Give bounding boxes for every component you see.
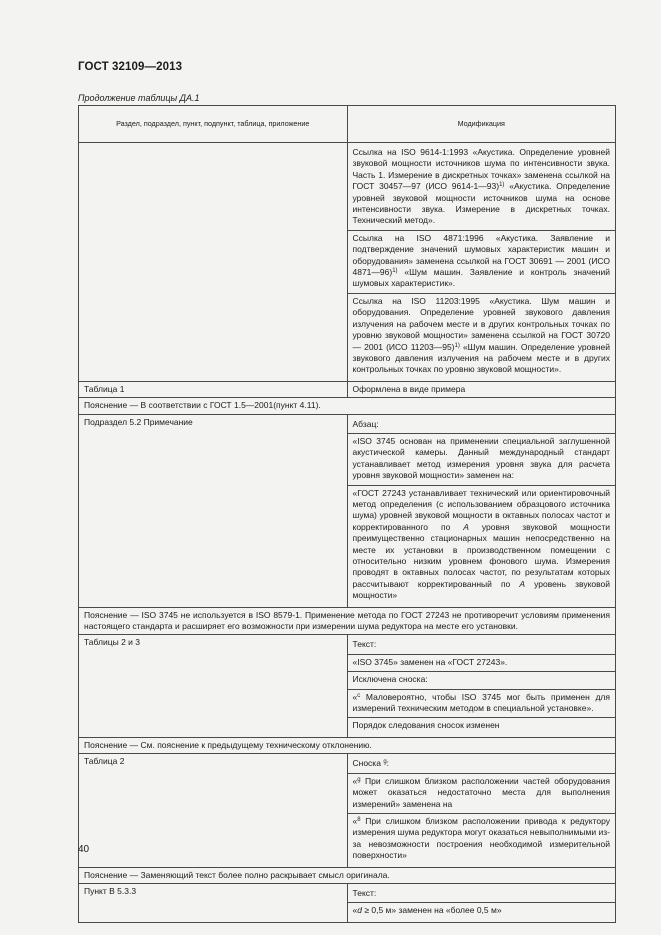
replacement-paragraph	[348, 485, 616, 605]
row-modification-cell	[347, 883, 616, 922]
text-label: Текст:	[352, 639, 377, 650]
replacement-text: «ГОСТ 27243 устанавливает технический или ориентировочный метод определения (с использованием образцового источника шума) уровней звуковой мощности в октавных полосах частот и корректированного по	[352, 487, 610, 532]
quote-mark: «	[352, 775, 358, 786]
note-row	[79, 737, 616, 753]
table-row	[79, 635, 616, 737]
footnote-label-text: Сноска	[352, 758, 384, 769]
table-caption: Продолжение таблицы ДА.1	[78, 93, 200, 103]
italic-variable: d	[357, 905, 362, 916]
colon: :	[386, 758, 390, 769]
original-footnote-text: При слишком близком расположении частей оборудования может оказаться недостаточно места для выполнения измерений» заменена на	[352, 775, 610, 809]
replacement-text: ≥ 0,5 м» заменен на «более 0,5 м»	[361, 905, 502, 916]
reference-text-cont: «Шум машин. Заявление и контроль значений шумовых характеристик».	[352, 267, 610, 289]
order-note: Порядок следования сносок изменен	[348, 717, 616, 734]
removed-footnote	[348, 689, 616, 718]
quote-mark: «	[352, 691, 358, 702]
note-row	[79, 867, 616, 883]
row-modification-cell	[347, 143, 616, 382]
text-label: Текст:	[352, 887, 377, 898]
replacement-footnote-text: При слишком близком расположении привода к редуктору измерения шума редуктора могут оказаться невыполнимыми из-за невозможности построения необходимой измерительной поверхности»	[352, 815, 610, 861]
footnote-mark: 1)	[454, 342, 460, 349]
reference-text: Ссылка на ISO 4871:1996 «Акустика. Заявление и подтверждение значений шумовых характеристик машин и оборудования» заменена ссылкой на ГОСТ 30691 — 2001 (ИСО 4871—96)	[352, 232, 610, 278]
table-row	[79, 143, 616, 382]
doc-title: ГОСТ 32109—2013	[78, 61, 183, 73]
table-row	[79, 754, 616, 867]
row-modification-cell	[347, 635, 616, 737]
table-row	[79, 381, 616, 397]
modification-table	[78, 105, 616, 923]
replacement-text-cont: уровня звуковой мощности преимущественно стационарных машин непосредственно на месте их установки в производственном помещении с относительно низким уровнем фонового шума. Измерения проводят в октавных полосах частот, по результатам которых рассчитывают корректированный по	[352, 521, 610, 589]
note-row	[79, 607, 616, 635]
text-replacement: «ISO 3745» заменен на «ГОСТ 27243».	[348, 654, 616, 671]
quote-mark: «	[352, 905, 358, 916]
note-row	[79, 398, 616, 414]
reference-item	[348, 145, 616, 230]
table-row	[79, 414, 616, 607]
table-header-row	[79, 106, 616, 143]
reference-text: Ссылка на ISO 11203:1995 «Акустика. Шум машин и оборудования. Определение уровней звукового давления излучения на рабочем месте и в других контрольных точках по уровню звуковой мощности» заменена ссылкой на ГОСТ 30720 — 2001 (ИСО 11203—95)	[352, 295, 610, 352]
quote-mark: «	[352, 815, 358, 826]
text-replacement	[348, 902, 616, 919]
row-modification-cell	[347, 414, 616, 607]
note-cell: Пояснение — В соответствии с ГОСТ 1.5—2001(пункт 4.11).	[79, 398, 616, 414]
row-section-cell	[79, 143, 348, 382]
row-section-cell: Таблица 1	[79, 381, 348, 397]
footnote-label	[348, 756, 616, 772]
row-modification-cell: Оформлена в виде примера	[347, 381, 616, 397]
column-header-modification: Модификация	[347, 106, 616, 143]
reference-text-cont: «Акустика. Определение уровней звуковой мощности источников шума на основе интенсивности звука. Измерение в дискретных точках. Технический метод».	[352, 181, 611, 226]
row-section-cell: Таблицы 2 и 3	[79, 635, 348, 737]
footnote-mark: c	[357, 692, 361, 699]
replacement-text-end: уровень звуковой мощности»	[352, 578, 610, 601]
replacement-footnote	[348, 813, 616, 865]
footnote-mark: 1)	[499, 182, 505, 189]
footnote-mark: g	[383, 759, 387, 766]
row-section-cell: Таблица 2	[79, 754, 348, 867]
footnote-mark: 1)	[392, 268, 398, 275]
italic-letter: А	[519, 578, 526, 589]
row-section-cell: Пункт В 5.3.3	[79, 883, 348, 922]
row-section-cell: Подраздел 5.2 Примечание	[79, 414, 348, 607]
note-cell: Пояснение — Заменяющий текст более полно раскрывает смысл оригинала.	[79, 867, 616, 883]
original-paragraph: «ISO 3745 основан на применении специальной заглушенной акустической камеры. Данный международный стандарт устанавливает метод измерения уровня звука для расчета уровня звуковой мощности» заменен на:	[348, 433, 616, 485]
footnote-mark: g	[357, 776, 361, 783]
page-number: 40	[78, 844, 90, 855]
paragraph-label: Абзац:	[352, 418, 379, 429]
column-header-section: Раздел, подраздел, пункт, подпункт, таблица, приложение	[79, 106, 348, 143]
note-cell: Пояснение — См. пояснение к предыдущему техническому отклонению.	[79, 737, 616, 753]
table-row	[79, 883, 616, 922]
reference-item	[348, 293, 616, 379]
footnote-removed-label: Исключена сноска:	[348, 671, 616, 688]
italic-letter: А	[463, 521, 469, 532]
removed-footnote-text: Маловероятно, чтобы ISO 3745 мог быть применен для измерений техническим методом в специальной установке».	[352, 691, 610, 714]
reference-item	[348, 230, 616, 293]
row-modification-cell	[347, 754, 616, 867]
footnote-mark: 8	[357, 816, 361, 823]
reference-text-cont: «Шум машин. Определение уровней звукового давления излучения на рабочем месте и в других контрольных точках по уровню звуковой мощности».	[352, 341, 610, 375]
reference-text: Ссылка на ISO 9614-1:1993 «Акустика. Определение уровней звуковой мощности источников шума по интенсивности звука. Часть 1. Измерение в дискретных точках» заменена ссылкой на ГОСТ 30457—97 (ИСО 9614-1—93)	[352, 147, 610, 192]
original-footnote	[348, 773, 616, 813]
note-cell: Пояснение — ISO 3745 не используется в ISO 8579-1. Применение метода по ГОСТ 27243 не противоречит условиям применения настоящего стандарта и расширяет его возможности при измерении шума редуктора на месте его установки.	[79, 607, 616, 635]
